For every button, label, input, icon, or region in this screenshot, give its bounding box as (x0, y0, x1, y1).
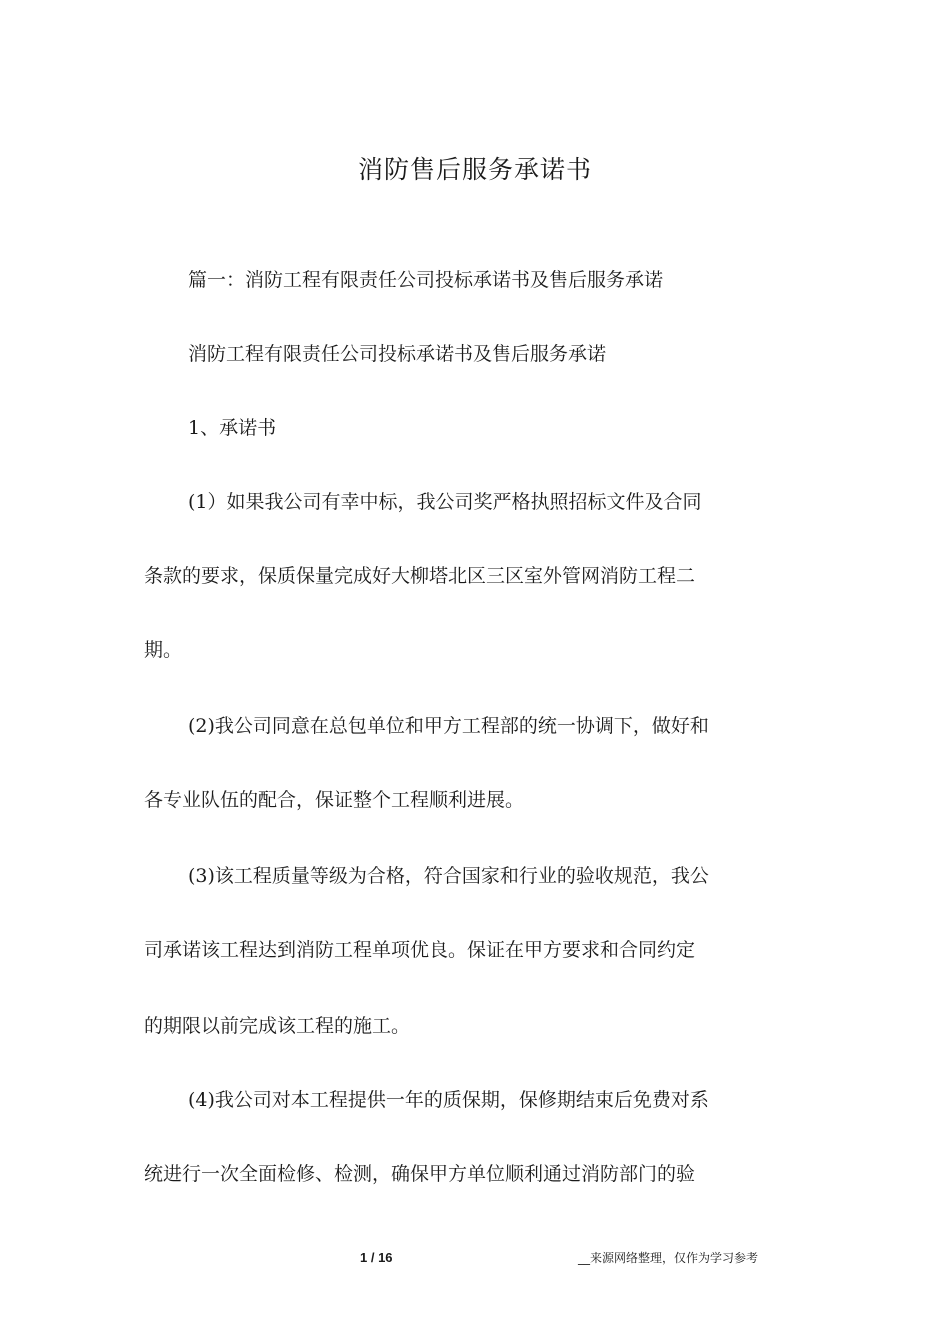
document-title: 消防售后服务承诺书 (357, 155, 592, 184)
paragraph-line: 各专业队伍的配合，保证整个工程顺利进展。 (144, 789, 525, 811)
paragraph-line: (4)我公司对本工程提供一年的质保期，保修期结束后免费对系 (188, 1089, 709, 1111)
source-note: __来源网络整理，仅作为学习参考 (578, 1251, 759, 1265)
paragraph-line: 的期限以前完成该工程的施工。 (144, 1015, 411, 1037)
subtitle-line: 消防工程有限责任公司投标承诺书及售后服务承诺 (188, 343, 607, 365)
paragraph-line: 统进行一次全面检修、检测，确保甲方单位顺利通过消防部门的验 (144, 1163, 696, 1185)
paragraph-line: 条款的要求，保质保量完成好大柳塔北区三区室外管网消防工程二 (144, 565, 696, 587)
paragraph-line: 期。 (144, 639, 183, 661)
section-heading: 篇一：消防工程有限责任公司投标承诺书及售后服务承诺 (188, 269, 664, 291)
paragraph-line: (3)该工程质量等级为合格，符合国家和行业的验收规范，我公 (188, 865, 709, 887)
paragraph-line: (2)我公司同意在总包单位和甲方工程部的统一协调下，做好和 (188, 715, 709, 737)
paragraph-line: 司承诺该工程达到消防工程单项优良。保证在甲方要求和合同约定 (144, 939, 696, 961)
page-number: 1 / 16 (360, 1250, 393, 1265)
clause-heading: 1、承诺书 (188, 417, 277, 439)
paragraph-line: (1）如果我公司有幸中标，我公司奖严格执照招标文件及合同 (188, 491, 702, 513)
